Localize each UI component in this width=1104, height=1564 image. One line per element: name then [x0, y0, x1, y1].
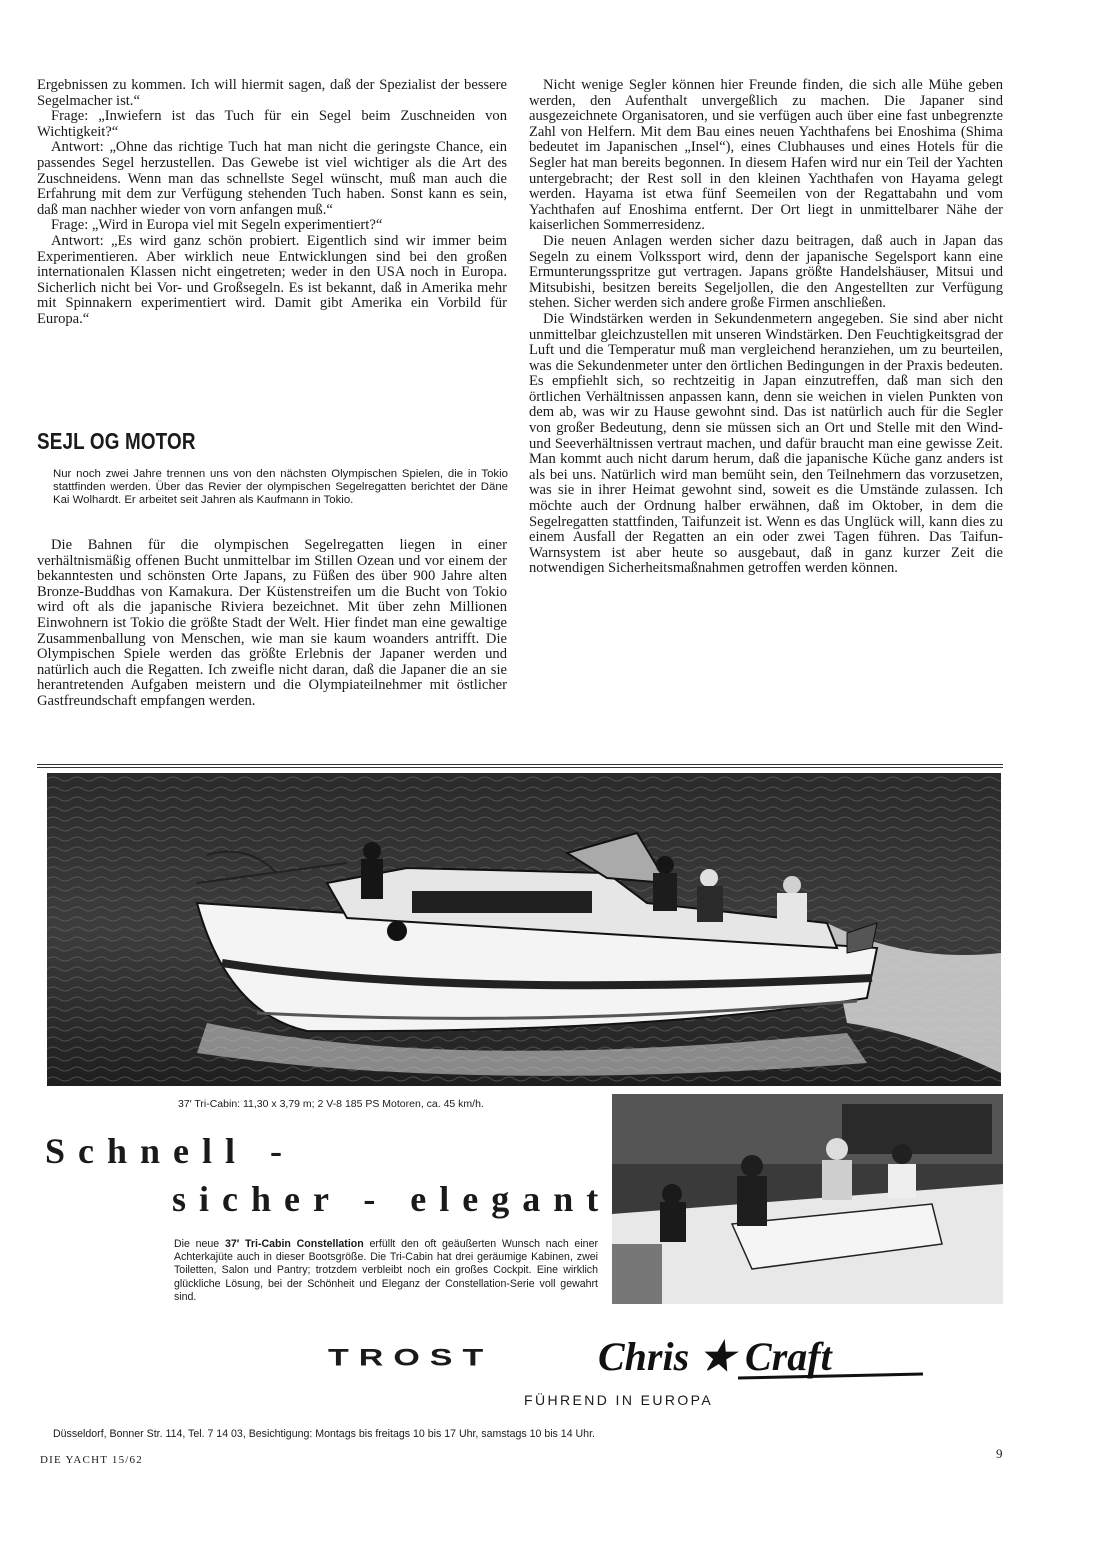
- motorboat-photo: [47, 773, 1001, 1086]
- paragraph: Ergebnissen zu kommen. Ich will hiermit sagen, daß der Spezialist der bessere Segelmacher ist.“: [37, 77, 507, 109]
- paragraph: Die Bahnen für die olympischen Segelregatten liegen in einer verhältnismäßig offenen Bucht unmittelbar im Stillen Ozean und vor einem der bekanntesten und schönsten Orte Japans, zu Füßen des über 900 Jahre alten Bronze-Buddhas von Kamakura. Der Küstenstreifen um die Bucht von Tokio wird oft als die japanische Riviera bezeichnet. Mit über zehn Millionen Einwohnern ist Tokio die größte Stadt der Welt. Hier findet man eine gewaltige Zusammenballung von Menschen, wie man sie kaum woanders antrifft. Die Olympischen Spiele werden das größte Erlebnis der Japaner werden und natürlich auch die Regatten. Ich zweifle nicht daran, daß die Japaner die an sie herantretenden Aufgaben meistern und die Olympiateilnehmer mit östlicher Gastfreundschaft empfangen werden.: [37, 537, 507, 709]
- ad-slogan: FÜHREND IN EUROPA: [524, 1392, 714, 1408]
- paragraph: Die Windstärken werden in Sekundenmetern angegeben. Sie sind aber nicht unmittelbar gleichzustellen mit unseren Windstärken. Den Feuchtigkeitsgrad der Luft und die Temperatur muß man vergleichend heranziehen, um zu beurteilen, was die Sekundenmeter unter den örtlichen Bedingungen in der Praxis bedeuten. Es empfiehlt sich, so rechtzeitig in Japan einzutreffen, daß man sich den örtlichen Verhältnissen anpassen kann, denn sie weichen in vielen Punkten von dem ab, was wir zu Hause gewohnt sind. Das ist natürlich auch für die Segler von großer Bedeutung, denn sie müssen sich an Ort und Stelle mit den Wind- und Seeverhältnissen vertraut machen, und dafür braucht man eine gewisse Zeit. Man kommt auch nicht darum herum, daß die japanische Küche ganz anders ist als bei uns. Natürlich wird man bemüht sein, den Teilnehmern das vorzusetzen, was sie in ihrer Heimat gewohnt sind, soweit es die Umstände zulassen. Ich möchte auch der Ordnung halber erwähnen, daß im Oktober, in dem die Segelregatten stattfinden, Taifunzeit ist. Wenn es das Unglück will, kann dies zu einem Ausfall der Regatten an ein oder zwei Tagen führen. Das Taifun-Warnsystem ist aber heute so ausgebaut, daß in ganz kurzer Zeit die notwendigen Sicherheitsmaßnahmen getroffen werden können.: [529, 310, 1003, 577]
- ad-model-name: 37′ Tri-Cabin Constellation: [224, 1238, 364, 1250]
- chris-craft-logo-text: Chris ★ Craft: [598, 1334, 832, 1379]
- paragraph: Die neuen Anlagen werden sicher dazu beitragen, daß auch in Japan das Segeln zu einem Volkssport wird, denn der japanische Segelsport kann eine Ermunterungsspritze gut vertragen. Japans größte Handelshäuser, Mitsui und Mitsubishi, besitzen bereits Segeljollen, die den Angestellten zur Verfügung stehen. Sicher werden sich andere große Firmen anschließen.: [529, 232, 1003, 312]
- ad-body-rest: erfüllt den oft geäußerten Wunsch nach einer Achterkajüte auch in dieser Bootsgröße. Die Tri-Cabin hat drei geräumige Kabinen, zwei Toiletten, Salon und Pantry; trotzdem verbleibt noch ein großes Cockpit. Eine wirklich glückliche Lösung, bei der Schönheit und Eleganz der Constellation-Serie voll gewahrt sind.: [174, 1238, 598, 1303]
- photo-caption: 37′ Tri-Cabin: 11,30 x 3,79 m; 2 V-8 185 PS Motoren, ca. 45 km/h.: [178, 1098, 484, 1110]
- divider: [37, 764, 1003, 765]
- paragraph: Frage: „Wird in Europa viel mit Segeln experimentiert?“: [51, 217, 383, 234]
- cockpit-photo: [612, 1094, 1003, 1304]
- page-number: 9: [996, 1446, 1003, 1461]
- article-intro: Nur noch zwei Jahre trennen uns von den nächsten Olympischen Spielen, die in Tokio stattfinden werden. Über das Revier der olympischen Segelregatten berichtet der Däne Kai Wolhardt. Er arbeitet seit Jahren als Kaufmann in Tokio.: [53, 468, 508, 506]
- section-heading: SEJL OG MOTOR: [37, 428, 196, 454]
- paragraph: Nicht wenige Segler können hier Freunde finden, die sich alle Mühe geben werden, den Aufenthalt unvergeßlich zu machen. Die Japaner sind ausgezeichnete Organisatoren, und sie verfügen auch über eine fast unbegrenzte Zahl von Helfern. Mit dem Bau eines neuen Yachthafens bei Enoshima (Shima bedeutet im Japanischen „Insel“), eines Clubhauses und eines Hotels für die Segler hat man bereits begonnen. In diesem Hafen wird nur ein Teil der Yachten untergebracht; der Rest soll in den kleinen Yachthafen von Hayama gelegt werden. Hayama ist etwa fünf Seemeilen von der Regattabahn und vom Yachthafen auf Enoshima entfernt. Der Ort liegt in unmittelbarer Nähe der kaiserlichen Sommerresidenz.: [529, 77, 1003, 234]
- ad-body-intro: Die neue: [174, 1238, 225, 1250]
- paragraph: Antwort: „Ohne das richtige Tuch hat man nicht die geringste Chance, ein passendes Segel herzustellen. Das Gewebe ist viel wichtiger als die Art des Zuschneidens. Wenn man das schnellste Segel wünscht, muß man auch die Erfahrung mit dem zur Verfügung stehenden Tuch haben. Sonst kann es sein, daß man nachher wieder von vorn anfangen muß.“: [37, 139, 507, 218]
- ad-headline: Schnell -: [45, 1131, 296, 1171]
- paragraph: Antwort: „Es wird ganz schön probiert. Eigentlich sind wir immer beim Experimentieren. Aber wirklich neue Entwicklungen sind bei den großen internationalen Klassen nicht eingetreten; weder in den USA noch in Europa. Sicherlich nicht bei Vor- und Großsegeln. Es ist bekannt, daß in Amerika mehr mit Spinnakern experimentiert wird. Damit gibt Amerika ein Vorbild für Europa.“: [37, 232, 507, 327]
- chris-craft-logo: [588, 1328, 928, 1388]
- trost-wordmark: TROST: [328, 1344, 494, 1372]
- dealer-address: Düsseldorf, Bonner Str. 114, Tel. 7 14 03, Besichtigung: Montags bis freitags 10 bis 17 Uhr, samstags 10 bis 14 Uhr.: [53, 1428, 595, 1440]
- left-column: [37, 78, 507, 328]
- ad-body-text: [174, 1238, 598, 1304]
- ad-headline: sicher - elegant: [172, 1179, 612, 1219]
- divider: [37, 767, 1003, 768]
- left-column-article: [37, 538, 507, 710]
- right-column: [529, 78, 1003, 577]
- magazine-footer: DIE YACHT 15/62: [40, 1454, 143, 1466]
- paragraph: Frage: „Inwiefern ist das Tuch für ein Segel beim Zuschneiden von Wichtigkeit?“: [37, 108, 507, 140]
